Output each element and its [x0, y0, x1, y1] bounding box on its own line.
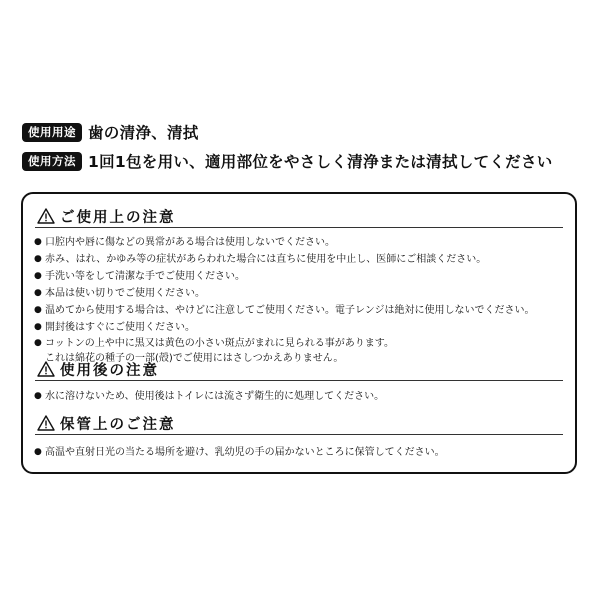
- precautions-title: ご使用上の注意: [37, 205, 176, 227]
- bullet: ●: [34, 288, 42, 298]
- divider: [35, 434, 563, 435]
- notice-box: [21, 192, 577, 474]
- usage-row: [22, 121, 199, 143]
- method-value: 1回1包を用い、適用部位をやさしく清浄または清拭してください: [88, 153, 553, 171]
- divider: [35, 380, 563, 381]
- list-item: ● 高温や直射日光の当たる場所を避け、乳幼児の手の届かないところに保管してください。: [34, 447, 445, 458]
- usage-value: 歯の清浄、清拭: [88, 124, 199, 142]
- list-item: ● コットンの上や中に黒又は黄色の小さい斑点がまれに見られる事があります。: [34, 338, 394, 349]
- list-item: ● 開封後はすぐにご使用ください。: [34, 322, 195, 333]
- after-use-title: 使用後の注意: [37, 358, 159, 380]
- usage-label: 使用用途: [22, 123, 82, 142]
- bullet: ●: [34, 271, 42, 281]
- bullet: ●: [34, 447, 42, 457]
- warning-icon: [37, 361, 55, 377]
- method-row: [22, 150, 553, 172]
- list-item: ● 赤み、はれ、かゆみ等の症状があらわれた場合には直ちに使用を中止し、医師にご相談ください。: [34, 254, 487, 265]
- warning-icon: [37, 208, 55, 224]
- bullet: ●: [34, 305, 42, 315]
- list-item: ● 水に溶けないため、使用後はトイレには流さず衛生的に処理してください。: [34, 391, 385, 402]
- bullet: ●: [34, 237, 42, 247]
- bullet: ●: [34, 391, 42, 401]
- list-item: ● 手洗い等をして清潔な手でご使用ください。: [34, 271, 245, 282]
- storage-title: 保管上のご注意: [37, 412, 176, 434]
- bullet: ●: [34, 254, 42, 264]
- method-label: 使用方法: [22, 152, 82, 171]
- list-item: ● 本品は使い切りでご使用ください。: [34, 288, 205, 299]
- bullet: ●: [34, 322, 42, 332]
- divider: [35, 227, 563, 228]
- warning-icon: [37, 415, 55, 431]
- list-item-continuation: これは綿花の種子の一部(殻)でご使用にはさしつかえありません。: [45, 353, 344, 364]
- bullet: ●: [34, 338, 42, 348]
- list-item: ● 口腔内や唇に傷などの異常がある場合は使用しないでください。: [34, 237, 335, 248]
- list-item: ● 温めてから使用する場合は、やけどに注意してご使用ください。電子レンジは絶対に使用しないでください。: [34, 305, 535, 316]
